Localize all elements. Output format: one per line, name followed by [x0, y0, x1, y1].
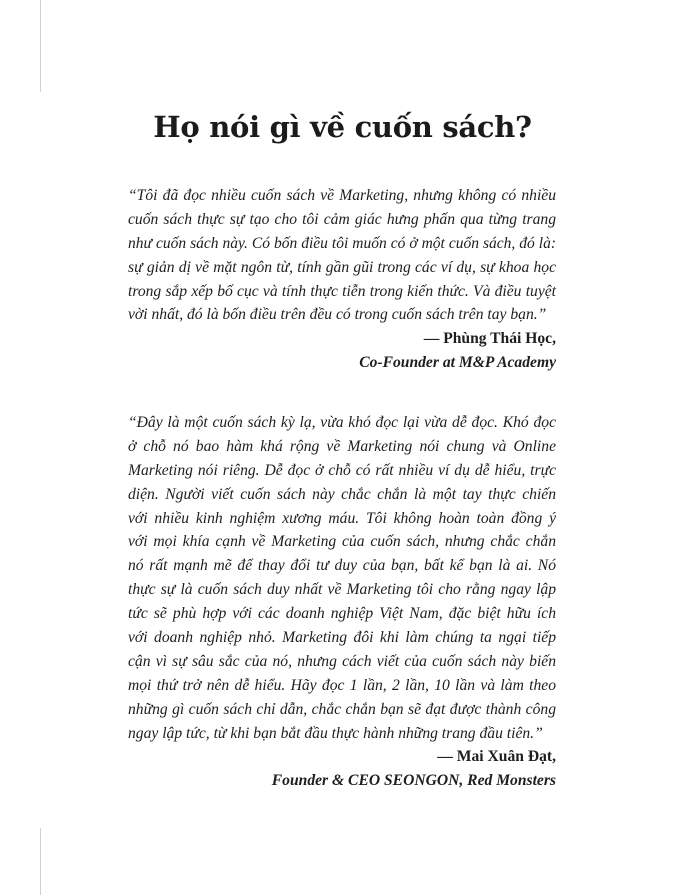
quote-line: nó rất mạnh mẽ để thay đổi tư duy của bạn, bất kể bạn là ai. Nó	[128, 557, 556, 575]
quote-line: với nhiều kinh nghiệm xương máu. Tôi không hoàn toàn đồng ý	[128, 509, 556, 527]
quote-line: ở chỗ nó bao hàm khá rộng về Marketing nói chung và Online	[128, 437, 556, 455]
quote-line: “Tôi đã đọc nhiều cuốn sách về Marketing, nhưng không có nhiều	[128, 187, 556, 204]
quote-line: với mọi khía cạnh về Marketing của cuốn sách, nhưng chắc chắn	[128, 533, 556, 551]
author-role: Founder & CEO SEONGON, Red Monsters	[271, 772, 556, 790]
quote-line: ngay lập tức, từ khi bạn bắt đầu thực hành những trang đầu tiên.”	[128, 724, 543, 742]
quote-line: tức sẽ phù hợp với các doanh nghiệp Việt Nam, đặc biệt hữu ích	[128, 605, 556, 623]
author-name: — Mai Xuân Đạt,	[437, 748, 556, 766]
testimonial-mai-xuan-dat	[128, 411, 556, 793]
page-gutter-line-top	[40, 0, 41, 92]
quote-line: trong sắp xếp bố cục và tính thực tiễn trong kiến thức. Và điều tuyệt	[128, 282, 556, 300]
quote-line: diện. Người viết cuốn sách này chắc chắn là một tay thực chiến	[128, 485, 556, 503]
quote-line: vời nhất, đó là bốn điều trên đều có trong cuốn sách trên tay bạn.”	[128, 306, 547, 324]
quote-line: những gì cuốn sách chỉ dẫn, chắc chắn bạn sẽ đạt được thành công	[128, 700, 556, 718]
quote-line: mọi thứ trở nên dễ hiểu. Hãy đọc 1 lần, 2 lần, 10 lần và làm theo	[128, 676, 556, 694]
author-name: — Phùng Thái Học,	[423, 330, 556, 348]
quote-line: cận vì sự sâu sắc của nó, nhưng cách viết của cuốn sách này biến	[128, 652, 556, 670]
quote-line: “Đây là một cuốn sách kỳ lạ, vừa khó đọc lại vừa dễ đọc. Khó đọc	[128, 414, 556, 431]
page-gutter-line-bottom	[40, 828, 41, 895]
author-role: Co-Founder at M&P Academy	[359, 354, 556, 372]
quote-line: thực sự là cuốn sách duy nhất về Marketing tôi cho rằng ngay lập	[128, 581, 556, 599]
page-title: Họ nói gì về cuốn sách?	[153, 110, 532, 144]
quote-line: với doanh nghiệp nhỏ. Marketing đôi khi làm chúng ta ngại tiếp	[128, 629, 556, 647]
quote-line: sự giản dị về mặt ngôn từ, tính gần gũi trong các ví dụ, sự khoa học	[128, 258, 556, 276]
quote-line: Marketing nói riêng. Dễ đọc ở chỗ có rất nhiều ví dụ dễ hiểu, trực	[128, 461, 556, 479]
quote-line: như cuốn sách này. Có bốn điều tôi muốn có ở một cuốn sách, đó là:	[128, 234, 556, 252]
testimonial-phung-thai-hoc	[128, 184, 556, 375]
quote-line: cuốn sách thực sự tạo cho tôi cảm giác hưng phấn qua từng trang	[128, 210, 556, 228]
